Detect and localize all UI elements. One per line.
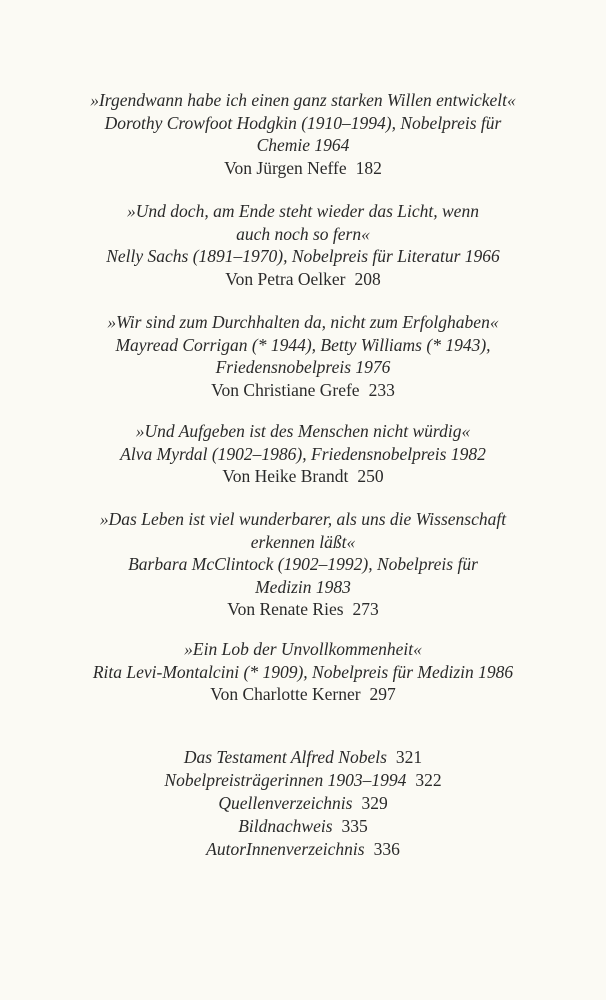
- appendix-title: Das Testament Alfred Nobels: [183, 747, 387, 767]
- entry-author: Von Christiane Grefe: [211, 379, 360, 400]
- appendix-page-number: 336: [373, 839, 400, 859]
- entry-quote: »Ein Lob der Unvollkommenheit«: [184, 639, 422, 659]
- entry-subject-line: Chemie 1964: [256, 135, 350, 156]
- entry-author: Von Jürgen Neffe: [224, 157, 347, 178]
- entry-subject-line: Rita Levi-Montalcini (* 1909), Nobelpreis für Medizin 1986: [92, 661, 514, 682]
- entry-page-number: 233: [368, 379, 395, 400]
- entry-author-line: [0, 268, 606, 291]
- entry-subject-line: Nelly Sachs (1891–1970), Nobelpreis für Literatur 1966: [106, 246, 500, 267]
- entry-author-line: [0, 465, 606, 488]
- entry-subject-line: Alva Myrdal (1902–1986), Friedensnobelpreis 1982: [120, 443, 486, 464]
- entry-author: Von Heike Brandt: [222, 466, 349, 487]
- entry-page-number: 297: [369, 684, 396, 705]
- entry-page-number: 250: [357, 466, 384, 487]
- entry-quote-line: erkennen läßt«: [250, 531, 356, 552]
- entry-author: Von Charlotte Kerner: [210, 684, 361, 705]
- appendix-title: Bildnachweis: [238, 816, 333, 836]
- entry-quote-line: auch noch so fern«: [236, 223, 370, 244]
- appendix-item: [0, 792, 606, 815]
- appendix-page-number: 329: [361, 793, 388, 813]
- appendix-item: [0, 815, 606, 838]
- entry-author: Von Renate Ries: [227, 599, 344, 620]
- entry-quote: »Wir sind zum Durchhalten da, nicht zum Erfolghaben«: [107, 312, 499, 332]
- appendix-page-number: 322: [415, 770, 442, 790]
- entry-author-line: [0, 683, 606, 706]
- entry-author-line: [0, 598, 606, 621]
- toc-entry-levi-montalcini: [0, 638, 606, 706]
- entry-author-line: [0, 157, 606, 180]
- appendix-title: Nobelpreisträgerinnen 1903–1994: [164, 770, 407, 790]
- entry-subject-line: Barbara McClintock (1902–1992), Nobelpreis für: [128, 554, 478, 575]
- appendix-page-number: 335: [341, 816, 368, 836]
- entry-page-number: 182: [355, 157, 382, 178]
- appendix-item: [0, 769, 606, 792]
- entry-author-line: [0, 379, 606, 402]
- appendix-title: Quellenverzeichnis: [218, 793, 353, 813]
- appendix-title: AutorInnenverzeichnis: [206, 839, 365, 859]
- entry-quote-line: »Und doch, am Ende steht wieder das Licht, wenn: [127, 201, 479, 221]
- appendix-item: [0, 838, 606, 861]
- entry-subject-line: Medizin 1983: [255, 576, 351, 597]
- entry-page-number: 273: [352, 599, 379, 620]
- entry-quote: »Irgendwann habe ich einen ganz starken Willen entwickelt«: [90, 90, 516, 110]
- toc-entry-corrigan-williams: [0, 311, 606, 401]
- toc-entry-sachs: [0, 200, 606, 290]
- toc-entry-myrdal: [0, 420, 606, 488]
- appendix-item: [0, 746, 606, 769]
- entry-subject-line: Dorothy Crowfoot Hodgkin (1910–1994), Nobelpreis für: [104, 112, 502, 133]
- entry-subject-line: Friedensnobelpreis 1976: [215, 357, 391, 378]
- toc-entry-mcclintock: [0, 508, 606, 621]
- toc-entry-hodgkin: [0, 89, 606, 179]
- entry-quote: »Und Aufgeben ist des Menschen nicht würdig«: [135, 421, 471, 441]
- entry-subject-line: Mayread Corrigan (* 1944), Betty Williams (* 1943),: [115, 334, 491, 355]
- toc-appendix: [0, 746, 606, 861]
- appendix-page-number: 321: [395, 747, 423, 767]
- entry-page-number: 208: [354, 268, 381, 289]
- entry-quote-line: »Das Leben ist viel wunderbarer, als uns die Wissenschaft: [99, 509, 507, 529]
- entry-author: Von Petra Oelker: [225, 268, 346, 289]
